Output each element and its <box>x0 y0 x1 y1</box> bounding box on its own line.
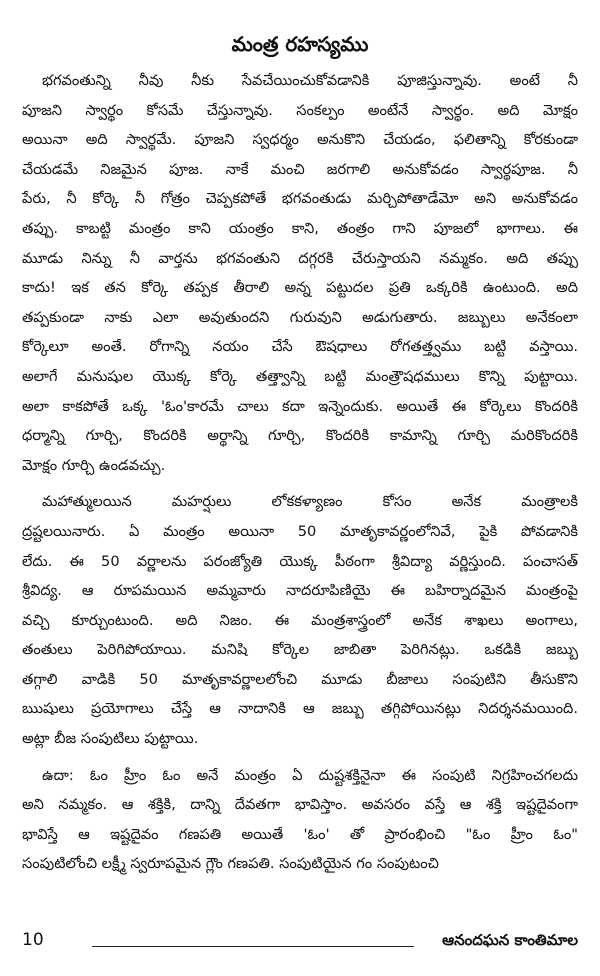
text-line: తప్పకుండా నాకు ఎలా అవుతుందని గురువుని అడుగుతారు. జబ్బులు అనేకంలా <box>22 308 578 326</box>
text-line: ఉదా: ఓం హ్రీం ఓం అనే మంత్రం ఏ దుష్టశక్తినైనా ఈ సంపుటి నిగ్రహించగలదు <box>42 766 578 784</box>
text-line: కాదు! ఇక తన కోర్కె తప్పక తీరాలి అన్న పట్టుదల ప్రతి ఒక్కరికి ఉంటుంది. అది <box>22 279 578 297</box>
text-line: అని నమ్మకం. ఆ శక్తికి, దాన్ని దేవతగా భావిస్తాం. అవసరం వస్తే ఆ శక్తి ఇష్టదైవంగా <box>22 796 578 814</box>
page-number: 10 <box>22 930 44 950</box>
text-line: ధర్మాన్ని గూర్చి, కొందరికి అర్థాన్ని గూర్చి, కొందరికి కామాన్ని గూర్చి మరికొందరికి <box>22 427 578 445</box>
text-line: చేయడమే నిజమైన పూజ. నాకే మంచి జరగాలి అనుకోవడం స్వార్థపూజ. నీ <box>22 160 578 178</box>
paragraph <box>22 66 578 480</box>
text-line: అయినా అది స్వార్థమే. పూజని స్వధర్మం అనుకొని చేయడం, ఫలితాన్ని కోరకుండా <box>22 131 578 149</box>
text-line: తంతులు పెరిగిపోయాయి. మనిషి కోర్కెల జాబితా పెరిగినట్లు. ఒకడికి జబ్బు <box>22 641 578 659</box>
paragraph <box>22 761 578 879</box>
text-line: తప్పు. కాబట్టి మంత్రం కాని యంత్రం కాని, తంత్రం గాని పూజలో భాగాలు. ఈ <box>22 219 578 237</box>
text-line: అట్లా బీజ సంపుటిలు పుట్టాయి. <box>22 730 199 748</box>
body-text <box>22 66 578 886</box>
text-line: కోర్కెలూ అంతే. రోగాన్ని నయం చేసే ఔషధాలు రోగతత్త్వము బట్టి వస్తాయి. <box>22 338 578 356</box>
text-line: ఋషులు ప్రయోగాలు చేస్తే ఆ నాదానికి ఆ జబ్బు తగ్గిపోయినట్లు నిదర్శనమయింది. <box>22 700 578 718</box>
text-line: పూజని స్వార్థం కోసమే చేస్తున్నావు. సంకల్పం అంటేనే స్వార్థం. అది మోక్షం <box>22 101 578 119</box>
text-line: భావిస్తే ఆ ఇష్టదైవం గణపతి అయితే 'ఓం' తో ప్రారంభించి "ఓం హ్రీం ఓం" <box>22 825 578 843</box>
text-line: పేరు, నీ కోర్కె నీ గోత్రం చెప్పకపోతే భగవంతుడు మర్చిపోతాడేమో అని అనుకోవడం <box>22 190 578 208</box>
page-footer <box>22 928 578 952</box>
text-line: వచ్చి కూర్చుంటుంది. అది నిజం. ఈ మంత్రశాస్త్రంలో అనేక శాఖలు అంగాలు, <box>22 611 578 629</box>
text-line: తగ్గాలి వాడికి 50 మాతృకావర్ణాలలోంచి మూడు బీజాలు సంపుటిని తీసుకొని <box>22 670 578 688</box>
text-line: మోక్షం గూర్చి ఉండవచ్చు. <box>22 456 166 474</box>
page-title: మంత్ర రహస్యము <box>231 32 369 56</box>
text-line: అలాగే మనుషుల యొక్క కోర్కె తత్త్వాన్ని బట్టి మంత్రౌషధములు కొన్ని పుట్టాయి. <box>22 367 578 385</box>
text-line: మూడు నిన్ను నీ వార్తను భగవంతుని దగ్గరకి చేరుస్తాయని నమ్మకం. అది తప్పు <box>22 249 578 267</box>
text-line: శ్రీవిద్య. ఆ రూపమయిన అమ్మవారు నాదరూపిణియై ఈ బహిర్నాదమైన మంత్రంపై <box>22 582 578 600</box>
text-line: భగవంతున్ని నీవు నీకు సేవచేయించుకోవడానికి పూజిస్తున్నావు. అంటే నీ <box>42 72 578 89</box>
paragraph <box>22 487 578 753</box>
text-line: మహాత్ములయిన మహర్షులు లోకకళ్యాణం కోసం అనేక మంత్రాలకి <box>42 493 578 511</box>
footer-rule <box>92 946 414 947</box>
book-title: ఆనందఘన కాంతిమాల <box>442 931 578 949</box>
text-line: లేదు. ఈ 50 వర్ణాలను పరంజ్యోతి యొక్క పీఠంగా శ్రీవిద్యా వర్ణిస్తుంది. పంచాసత్ <box>22 552 578 570</box>
text-line: సంపుటిలోంచి లక్ష్మీ స్వరూపమైన గ్లౌం గణపతి. సంపుటియైన గం సంపుటంచి <box>22 855 439 873</box>
text-line: ద్రష్టలయినారు. ఏ మంత్రం అయినా 50 మాతృకావర్ణంలోనివే, పైకి పోవడానికి <box>22 522 578 540</box>
text-line: అలా కాకపోతే ఒక్క 'ఓం'కారమే చాలు కదా ఇన్నెందుకు. అయితే ఈ కోర్కెలు కొందరికి <box>22 397 578 415</box>
